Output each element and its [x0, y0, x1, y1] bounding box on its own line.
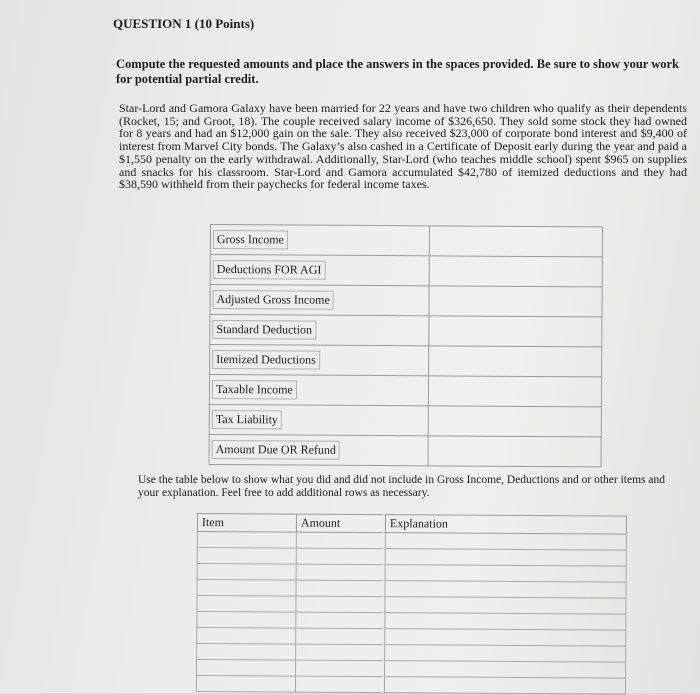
item-cell[interactable]: [197, 596, 296, 613]
summary-row-gross-income: [210, 225, 602, 257]
problem-statement: Star-Lord and Gamora Galaxy have been married for 22 years and have two children who qualify as their dependents (Rocket, 15; and Groot, 18). The couple received salary income of $326,650. They sold some stock they had owned for 8 years and had an $12,000 gain on the sale. They also received $23,000 of corporate bond interest and $9,400 of interest from Marvel City bonds. The Galaxy’s also cashed in a Certificate of Deposit early during the year and paid a $1,550 penalty on the early withdrawal. Additionally, Star-Lord (who teaches middle school) spent $965 on supplies and snacks for his classroom. Star-Lord and Gamora accumulated $42,780 of itemized deductions and they had $38,590 withheld from their paychecks for federal income taxes.: [119, 101, 687, 192]
item-cell[interactable]: [197, 580, 296, 597]
answer-cell[interactable]: [428, 316, 602, 347]
item-cell[interactable]: [197, 628, 296, 645]
amount-cell[interactable]: [296, 596, 385, 613]
summary-row-standard-deduction: [210, 315, 602, 347]
amount-cell[interactable]: [296, 580, 385, 597]
item-cell[interactable]: [197, 548, 296, 565]
amount-cell[interactable]: [296, 564, 385, 581]
row-label: Standard Deduction: [212, 320, 316, 340]
answer-cell[interactable]: [429, 256, 603, 287]
answer-cell[interactable]: [428, 436, 602, 467]
item-cell[interactable]: [196, 676, 295, 693]
row-label: Deductions FOR AGI: [213, 260, 326, 280]
table-row: [196, 676, 625, 695]
row-label: Itemized Deductions: [212, 350, 320, 370]
summary-row-tax-liability: [209, 404, 601, 436]
header-item: Item: [197, 514, 296, 533]
item-cell[interactable]: [197, 660, 296, 677]
answer-cell[interactable]: [428, 346, 602, 377]
amount-cell[interactable]: [296, 548, 385, 565]
items-table: [196, 513, 627, 695]
answer-cell[interactable]: [428, 376, 602, 407]
answer-cell[interactable]: [429, 226, 603, 257]
summary-row-itemized-deductions: [210, 345, 602, 377]
header-explanation: Explanation: [385, 515, 626, 534]
amount-cell[interactable]: [296, 612, 385, 629]
amount-cell[interactable]: [296, 532, 385, 549]
summary-row-taxable-income: [209, 375, 601, 407]
question-title: QUESTION 1 (10 Points): [113, 16, 255, 31]
amount-cell[interactable]: [296, 628, 385, 645]
items-table-note: Use the table below to show what you did and did not include in Gross Income, Deductions and or other items and your explanation. Feel free to add additional rows as necessary.: [138, 474, 665, 499]
summary-row-amount-due-or-refund: [209, 434, 601, 466]
amount-cell[interactable]: [296, 660, 385, 677]
amount-cell[interactable]: [295, 676, 384, 693]
answer-cell[interactable]: [429, 286, 603, 317]
answer-cell[interactable]: [428, 406, 602, 437]
explanation-cell[interactable]: [385, 645, 626, 662]
item-cell[interactable]: [197, 564, 296, 581]
amount-cell[interactable]: [296, 644, 385, 661]
summary-table: [209, 224, 603, 467]
instructions-text: Compute the requested amounts and place the answers in the spaces provided. Be sure to show your work for potential partial credit.: [116, 57, 679, 86]
explanation-cell[interactable]: [385, 597, 626, 614]
explanation-cell[interactable]: [384, 677, 625, 694]
summary-row-deductions-for-agi: [210, 255, 602, 287]
explanation-cell[interactable]: [385, 565, 626, 582]
item-cell[interactable]: [197, 644, 296, 661]
row-label: Adjusted Gross Income: [212, 290, 333, 310]
header-amount: Amount: [296, 514, 385, 533]
explanation-cell[interactable]: [385, 581, 626, 598]
row-label: Gross Income: [213, 230, 288, 249]
item-cell[interactable]: [197, 612, 296, 629]
explanation-cell[interactable]: [385, 629, 626, 646]
row-label: Tax Liability: [212, 410, 282, 429]
items-table-body: [196, 532, 626, 695]
row-label: Taxable Income: [212, 380, 297, 400]
item-cell[interactable]: [197, 532, 296, 549]
explanation-cell[interactable]: [385, 613, 626, 630]
explanation-cell[interactable]: [385, 533, 626, 550]
row-label: Amount Due OR Refund: [212, 440, 340, 460]
explanation-cell[interactable]: [385, 661, 626, 678]
summary-row-agi: [210, 285, 602, 317]
explanation-cell[interactable]: [385, 549, 626, 566]
